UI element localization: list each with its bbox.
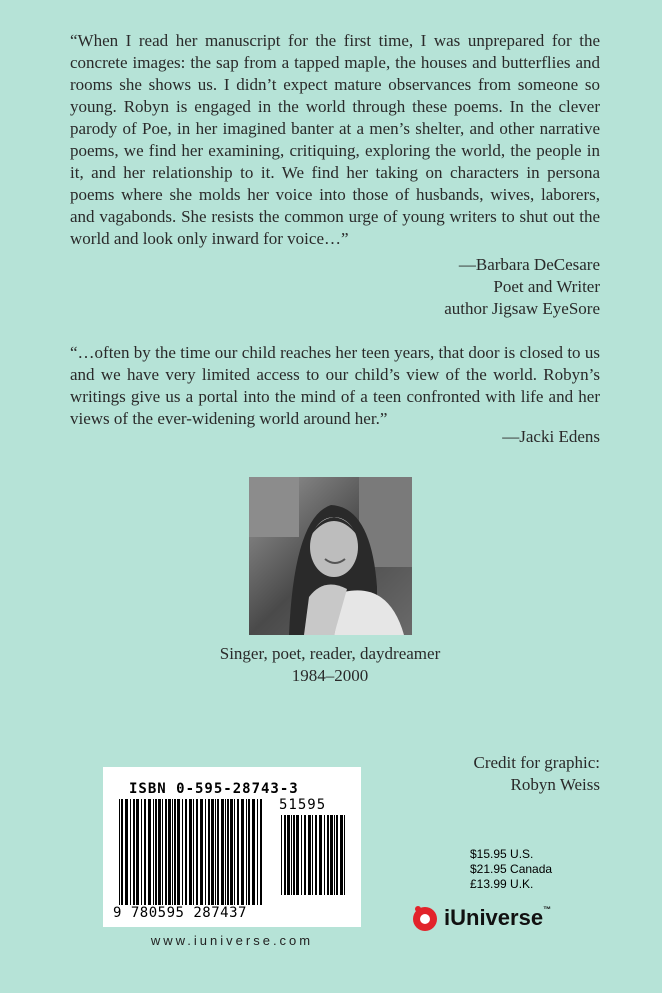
- barcode-bar: [334, 815, 335, 895]
- review-quote-1-text: “When I read her manuscript for the first time, I was unprepared for the concrete images: the sap from a tapped maple, the houses and butterflies and rooms she shows us. I didn’t expect mature observances from someone so young. Robyn is engaged in the world through these poems. In the clever parody of Poe, in her imagined banter at a men’s shelter, and other narrative poems, we find her examining, critiquing, exploring the world, the people in it, and her relationship to it. We find her taking on characters in persona poems where she molds her voice into those of husbands, wives, laborers, and vagabonds. She resists the common urge of young writers to shut out the world and look only inward for voice…”: [70, 31, 600, 248]
- barcode-bar: [155, 799, 157, 905]
- barcode-bar: [172, 799, 173, 905]
- barcode-bar: [296, 815, 299, 895]
- barcode-bar: [141, 799, 142, 905]
- isbn-number: ISBN 0-595-28743-3: [129, 781, 299, 797]
- barcode-bar: [293, 815, 295, 895]
- graphic-credit-label: Credit for graphic:: [473, 753, 600, 772]
- barcode-bar: [153, 799, 154, 905]
- review-1-attribution: [270, 254, 600, 320]
- barcode-bar: [200, 799, 203, 905]
- barcode-bar: [196, 799, 198, 905]
- barcode-bar: [230, 799, 233, 905]
- barcode-bar: [217, 799, 219, 905]
- barcode-bar: [336, 815, 338, 895]
- barcode-bar: [252, 799, 255, 905]
- barcode-bar: [185, 799, 187, 905]
- barcode-bar: [308, 815, 311, 895]
- barcode-bar: [215, 799, 216, 905]
- barcode-price-code: 51595: [279, 797, 327, 813]
- barcode-bar: [281, 815, 282, 895]
- reviewer-2-name: —Jacki Edens: [502, 427, 600, 446]
- graphic-credit: [400, 752, 600, 796]
- barcode-bar: [312, 815, 313, 895]
- barcode-bar: [315, 815, 317, 895]
- publisher-name: iUniverse™: [444, 905, 552, 930]
- barcode-bar: [304, 815, 306, 895]
- barcode-bar: [182, 799, 183, 905]
- barcode-bar: [211, 799, 214, 905]
- barcode-bar: [246, 799, 247, 905]
- price-uk: £13.99 U.K.: [470, 877, 534, 891]
- barcode-bar: [136, 799, 139, 905]
- ean-barcode-bars: [117, 799, 267, 905]
- barcode-bar: [168, 799, 171, 905]
- barcode-bar: [287, 815, 290, 895]
- barcode-bar: [227, 799, 229, 905]
- review-quote-1: [70, 30, 600, 250]
- barcode-bar: [205, 799, 206, 905]
- graphic-credit-name: Robyn Weiss: [510, 775, 600, 794]
- barcode-bar: [144, 799, 146, 905]
- barcode-bar: [327, 815, 329, 895]
- barcode-bar: [208, 799, 210, 905]
- reviewer-1-name: —Barbara DeCesare: [458, 255, 600, 274]
- barcode-bar: [130, 799, 131, 905]
- price-us: $15.95 U.S.: [470, 847, 534, 861]
- author-photo: [249, 477, 412, 635]
- review-quote-2: [70, 342, 600, 430]
- photo-caption: [180, 643, 480, 687]
- barcode-bar: [121, 799, 123, 905]
- barcode-bar: [174, 799, 176, 905]
- reviewer-1-role: Poet and Writer: [493, 277, 600, 296]
- barcode-bar: [291, 815, 292, 895]
- barcode-bar: [260, 799, 262, 905]
- price-list: [470, 847, 552, 892]
- barcode-bar: [301, 815, 302, 895]
- barcode-bar: [189, 799, 192, 905]
- barcode-bar: [340, 815, 343, 895]
- iuniverse-logo-icon: [410, 903, 440, 933]
- barcode-bar: [133, 799, 135, 905]
- publisher-url: www.iuniverse.com: [150, 933, 314, 948]
- barcode-bar: [257, 799, 258, 905]
- photo-caption-description: Singer, poet, reader, daydreamer: [219, 644, 441, 663]
- barcode-bar: [319, 815, 322, 895]
- addon-barcode-bars: [279, 815, 349, 905]
- barcode-bar: [177, 799, 180, 905]
- barcode-bar: [248, 799, 250, 905]
- barcode-bar: [119, 799, 120, 905]
- price-canada: $21.95 Canada: [470, 862, 553, 876]
- barcode-bar: [162, 799, 163, 905]
- barcode-bar: [344, 815, 345, 895]
- barcode-bar: [193, 799, 194, 905]
- barcode-bar: [158, 799, 161, 905]
- barcode-bar: [241, 799, 244, 905]
- barcode-bar: [148, 799, 151, 905]
- barcode-bar: [237, 799, 239, 905]
- ean-number: 9 780595 287437: [113, 905, 247, 921]
- barcode-bar: [225, 799, 226, 905]
- review-quote-2-text: “…often by the time our child reaches her teen years, that door is closed to us and we have very limited access to our child’s view of the world. Robyn’s writings give us a portal into the mind of a teen confronted with life and her views of the ever-widening world around her.”: [70, 343, 600, 428]
- review-2-attribution: [270, 426, 600, 448]
- photo-caption-years: 1984–2000: [291, 666, 369, 685]
- isbn-barcode: [103, 767, 361, 927]
- barcode-bar: [330, 815, 333, 895]
- barcode-bar: [284, 815, 286, 895]
- barcode-bar: [221, 799, 224, 905]
- iuniverse-logo: [410, 900, 551, 936]
- barcode-bar: [165, 799, 167, 905]
- reviewer-1-book: author Jigsaw EyeSore: [444, 299, 600, 318]
- barcode-bar: [234, 799, 235, 905]
- barcode-bar: [324, 815, 325, 895]
- barcode-bar: [125, 799, 128, 905]
